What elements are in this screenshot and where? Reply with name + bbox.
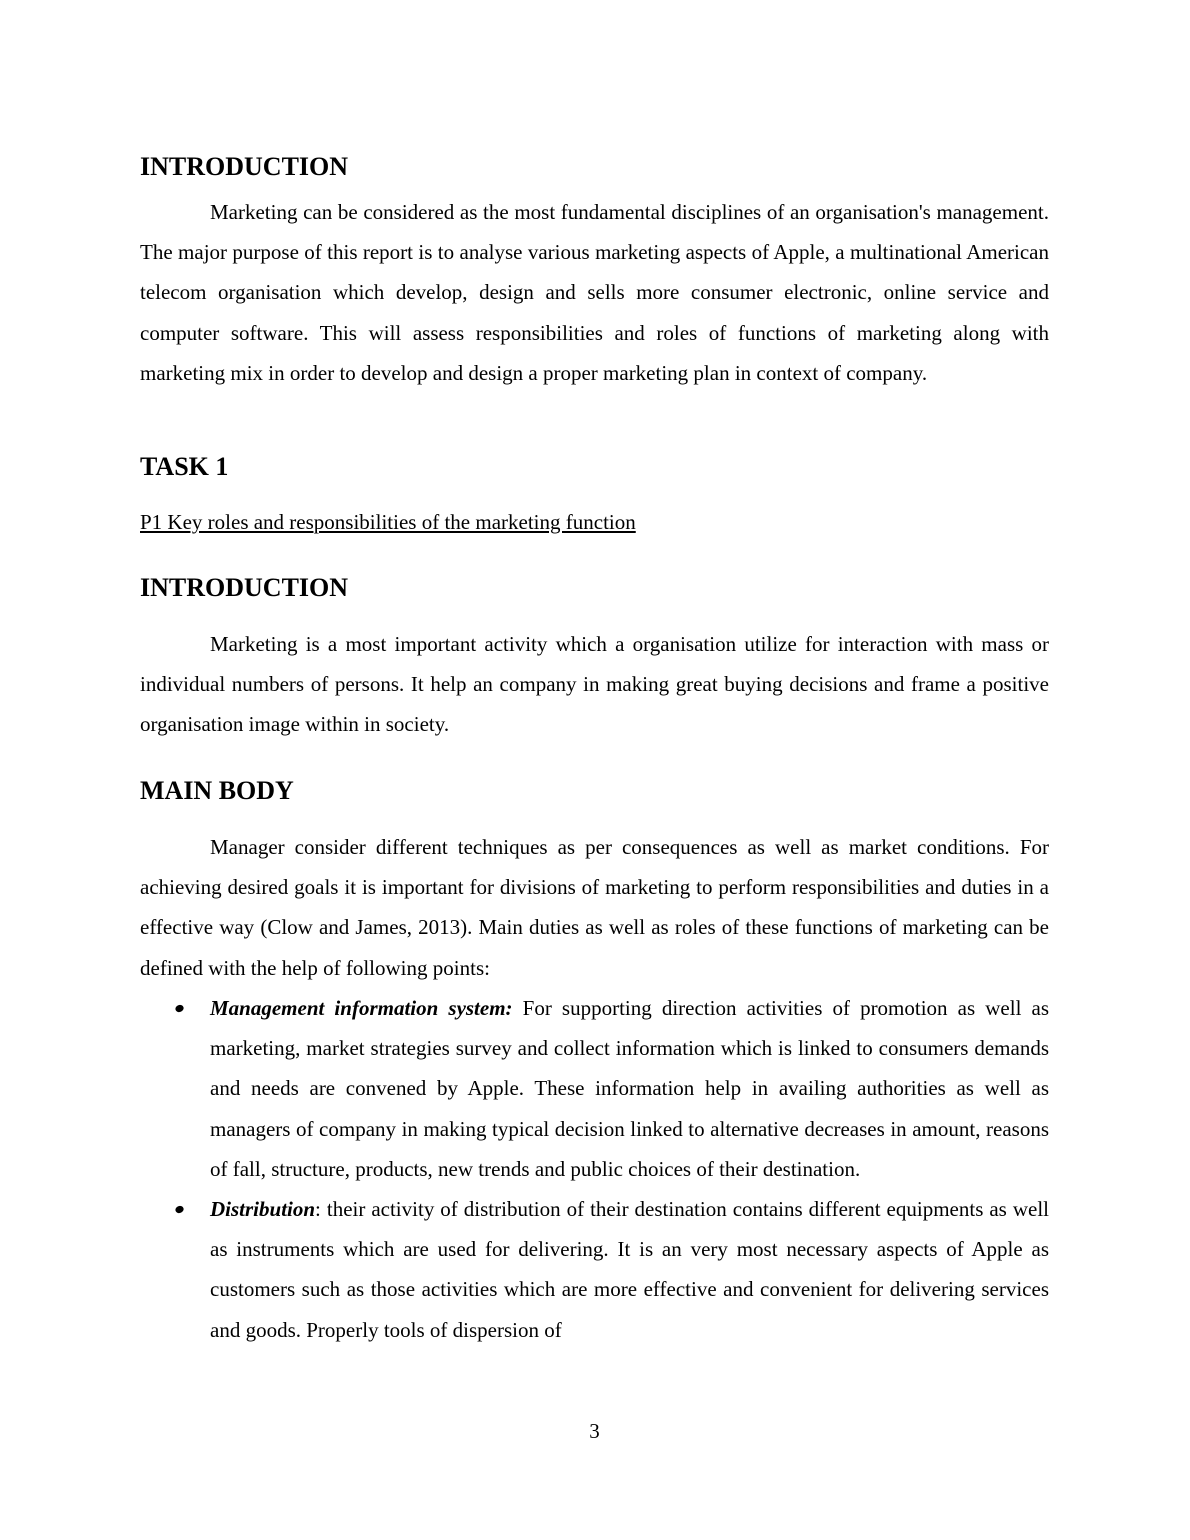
bullet-text: For supporting direction activities of promotion as well as marketing, market strategies survey and collect information which is linked to consumers demands and needs are convened by Apple. These information help in availing authorities as well as managers of company in making typical decision linked to alternative decreases in amount, reasons of fall, structure, products, new trends and public choices of their destination.	[210, 996, 1049, 1181]
page-number: 3	[589, 1419, 600, 1443]
bullet-list	[140, 988, 1049, 1350]
bullet-icon	[174, 1205, 184, 1214]
main-body-heading: MAIN BODY	[140, 776, 294, 805]
list-item	[140, 1189, 1049, 1350]
bullet-text: : their activity of distribution of their destination contains different equipments as well as instruments which are used for delivering. It is an very most necessary aspects of Apple as customers such as those activities which are more effective and convenient for delivering services and goods. Properly tools of dispersion of	[210, 1197, 1049, 1342]
list-item	[140, 988, 1049, 1189]
task-subheading: P1 Key roles and responsibilities of the marketing function	[140, 510, 636, 534]
bullet-term: Distribution	[210, 1197, 316, 1222]
bullet-icon	[174, 1004, 184, 1013]
intro2-heading: INTRODUCTION	[140, 573, 349, 602]
intro-heading: INTRODUCTION	[140, 152, 349, 181]
document-page	[140, 0, 1049, 1540]
main-body-paragraph: Manager consider different techniques as per consequences as well as market conditions. For achieving desired goals it is important for divisions of marketing to perform responsibilities and duties in a effective way (Clow and James, 2013). Main duties as well as roles of these functions of marketing can be defined with the help of following points:	[140, 835, 1049, 980]
task-heading: TASK 1	[140, 452, 229, 481]
intro2-paragraph: Marketing is a most important activity which a organisation utilize for interaction with mass or individual numbers of persons. It help an company in making great buying decisions and frame a positive organisation image within in society.	[140, 632, 1049, 737]
intro-paragraph: Marketing can be considered as the most fundamental disciplines of an organisation's management. The major purpose of this report is to analyse various marketing aspects of Apple, a multinational American telecom organisation which develop, design and sells more consumer electronic, online service and computer software. This will assess responsibilities and roles of functions of marketing along with marketing mix in order to develop and design a proper marketing plan in context of company.	[140, 200, 1049, 385]
bullet-term: Management information system:	[210, 996, 513, 1020]
